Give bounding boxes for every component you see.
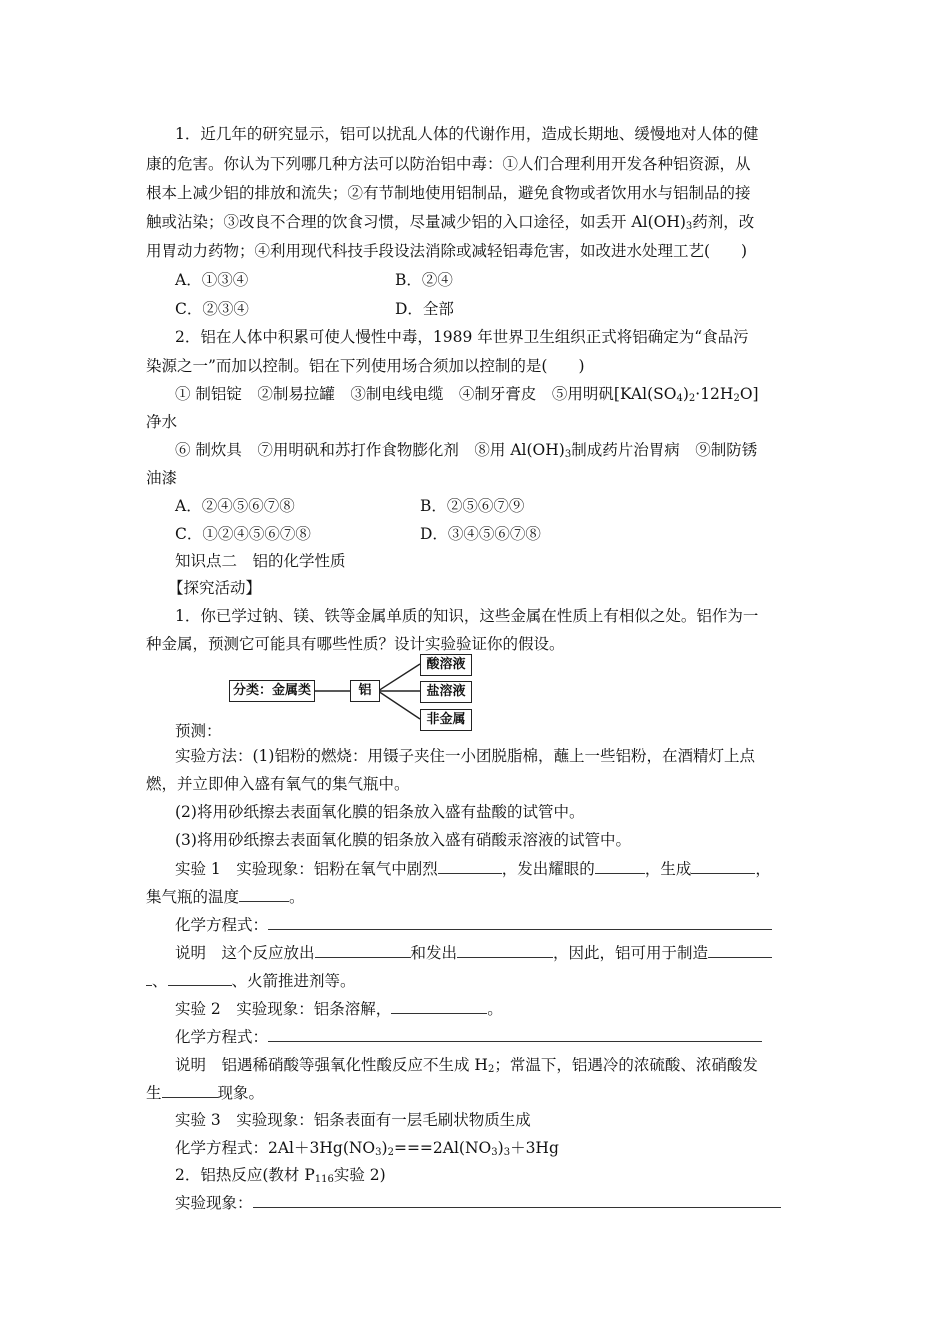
q1-option-b: B．②④ bbox=[395, 271, 453, 289]
q1-option-a: A．①③④ bbox=[175, 271, 249, 289]
q1-line2: 康的危害。你认为下列哪几种方法可以防治铝中毒：①人们合理利用开发各种铝资源，从 bbox=[146, 155, 751, 173]
answer-blank[interactable] bbox=[595, 859, 645, 874]
activity1-line1: 1．你已学过钠、镁、铁等金属单质的知识，这些金属在性质上有相似之处。铝作为一 bbox=[175, 607, 759, 625]
q1-line3: 根本上减少铝的排放和流失；②有节制地使用铝制品，避免食物或者饮用水与铝制品的接 bbox=[146, 184, 751, 202]
answer-blank[interactable] bbox=[239, 887, 289, 902]
answer-blank[interactable] bbox=[253, 1193, 781, 1208]
answer-blank[interactable] bbox=[391, 999, 487, 1014]
q2-line2: 染源之一”而加以控制。铝在下列使用场合须加以控制的是( ) bbox=[146, 357, 585, 375]
branch-acid-box: 酸溶液 bbox=[420, 654, 472, 676]
method-line1: 实验方法：(1)铝粉的燃烧：用镊子夹住一小团脱脂棉，蘸上一些铝粉，在酒精灯上点 bbox=[175, 747, 755, 765]
q2-option-c: C．①②④⑤⑥⑦⑧ bbox=[175, 525, 311, 543]
note1-line2: 、 、火箭推进剂等。 bbox=[146, 971, 356, 991]
answer-blank[interactable] bbox=[268, 1027, 762, 1042]
answer-blank[interactable] bbox=[438, 859, 502, 874]
method-step2: (2)将用砂纸擦去表面氧化膜的铝条放入盛有盐酸的试管中。 bbox=[175, 803, 585, 821]
method-step3: (3)将用砂纸擦去表面氧化膜的铝条放入盛有硝酸汞溶液的试管中。 bbox=[175, 831, 631, 849]
q2-line5: ⑥ 制炊具 ⑦用明矾和苏打作食物膨化剂 ⑧用 $Al(OH)_3$制成药片治胃病 ⑨制防锈 bbox=[175, 441, 758, 460]
equation3-line: 化学方程式：$2Al+3Hg(NO_3)_2===2Al(NO_3)_3+3Hg$ bbox=[175, 1139, 559, 1158]
answer-blank[interactable] bbox=[268, 915, 772, 930]
answer-blank[interactable] bbox=[708, 943, 772, 958]
branch-salt-box: 盐溶液 bbox=[420, 681, 472, 703]
experiment2-line: 实验 2 实验现象：铝条溶解， 。 bbox=[175, 1000, 503, 1018]
answer-blank[interactable] bbox=[168, 971, 232, 986]
answer-blank[interactable] bbox=[315, 943, 411, 958]
q2-line3: ① 制铝锭 ②制易拉罐 ③制电线电缆 ④制牙膏皮 ⑤用明矾$[KAl(SO_4)_2\cdot 12H_2O]$ bbox=[175, 385, 759, 404]
experiment1-line2: 集气瓶的温度 。 bbox=[146, 888, 305, 906]
answer-blank[interactable] bbox=[691, 859, 755, 874]
section-title: 知识点二 铝的化学性质 bbox=[175, 552, 346, 570]
branch-nonmetal-box: 非金属 bbox=[420, 709, 472, 731]
q2-line6: 油漆 bbox=[146, 469, 178, 487]
activity1-line2: 种金属，预测它可能具有哪些性质？设计实验验证你的假设。 bbox=[146, 635, 565, 653]
q2-option-d: D．③④⑤⑥⑦⑧ bbox=[420, 525, 541, 543]
equation1-line: 化学方程式： bbox=[175, 915, 772, 935]
q2-option-a: A．②④⑤⑥⑦⑧ bbox=[175, 497, 295, 515]
activity-heading: 【探究活动】 bbox=[168, 579, 262, 597]
experiment1-line: 实验 1 实验现象：铝粉在氧气中剧烈 ，发出耀眼的 ，生成 ， bbox=[175, 860, 771, 878]
note2-line: 说明 铝遇稀硝酸等强氧化性酸反应不生成 $H_2$；常温下，铝遇冷的浓硫酸、浓硝酸发 bbox=[175, 1056, 758, 1075]
answer-blank[interactable] bbox=[457, 943, 553, 958]
classify-box: 分类：金属类 bbox=[229, 680, 315, 702]
q1-option-d: D．全部 bbox=[395, 300, 454, 318]
note1-line: 说明 这个反应放出 和发出 ，因此，铝可用于制造 bbox=[175, 943, 772, 963]
thermite-phenomenon-line: 实验现象： bbox=[175, 1193, 781, 1213]
q2-line1: 2．铝在人体中积累可使人慢性中毒，1989 年世界卫生组织正式将铝确定为“食品污 bbox=[175, 328, 749, 346]
experiment3-line: 实验 3 实验现象：铝条表面有一层毛刷状物质生成 bbox=[175, 1111, 531, 1129]
q1-line4: 触或沾染；③改良不合理的饮食习惯，尽量减少铝的入口途径，如丢开 $Al(OH)_3$药剂，改 bbox=[146, 213, 755, 232]
note2-line2: 生 现象。 bbox=[146, 1084, 265, 1102]
predict-label: 预测： bbox=[175, 722, 222, 740]
thermite-heading: 2．铝热反应(教材 $P_{116}$实验 2) bbox=[175, 1166, 386, 1185]
q2-option-b: B．②⑤⑥⑦⑨ bbox=[420, 497, 525, 515]
q1-line1: 1．近几年的研究显示，铝可以扰乱人体的代谢作用，造成长期地、缓慢地对人体的健 bbox=[175, 125, 759, 143]
q1-option-c: C．②③④ bbox=[175, 300, 249, 318]
aluminum-box: 铝 bbox=[350, 680, 380, 702]
method-line2: 燃，并立即伸入盛有氧气的集气瓶中。 bbox=[146, 775, 410, 793]
q1-line5: 用胃动力药物；④利用现代科技手段设法消除或减轻铝毒危害，如改进水处理工艺( ) bbox=[146, 242, 748, 260]
q2-line4: 净水 bbox=[146, 413, 178, 431]
answer-blank[interactable] bbox=[162, 1083, 218, 1098]
equation2-line: 化学方程式： bbox=[175, 1027, 762, 1047]
